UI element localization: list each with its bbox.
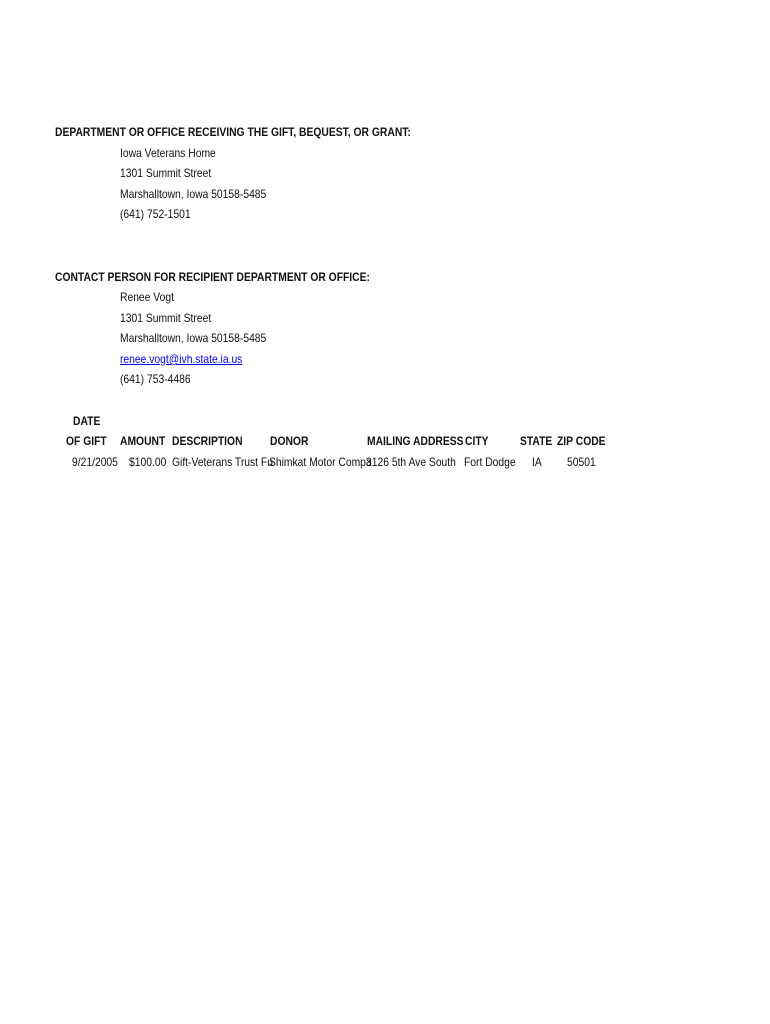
cell-donor: Shimkat Motor Compa bbox=[269, 455, 372, 469]
header-state: STATE bbox=[520, 434, 553, 448]
header-amount: AMOUNT bbox=[120, 434, 166, 448]
header-zip: ZIP CODE bbox=[557, 434, 606, 448]
header-date-line2: OF GIFT bbox=[66, 434, 107, 448]
cell-mailing-address: 3126 5th Ave South bbox=[366, 455, 456, 469]
contact-email-wrap bbox=[120, 352, 242, 366]
header-donor: DONOR bbox=[270, 434, 309, 448]
cell-description: Gift-Veterans Trust Fu bbox=[172, 455, 273, 469]
contact-street: 1301 Summit Street bbox=[120, 311, 212, 325]
header-date-line1: DATE bbox=[73, 414, 101, 428]
header-description: DESCRIPTION bbox=[172, 434, 243, 448]
contact-city-line: Marshalltown, Iowa 50158-5485 bbox=[120, 331, 267, 345]
department-line: 1301 Summit Street bbox=[120, 166, 212, 180]
contact-email-link[interactable]: renee.vogt@ivh.state.ia.us bbox=[120, 352, 243, 366]
cell-city: Fort Dodge bbox=[464, 455, 516, 469]
cell-date: 9/21/2005 bbox=[72, 455, 118, 469]
cell-state: IA bbox=[532, 455, 542, 469]
contact-heading: CONTACT PERSON FOR RECIPIENT DEPARTMENT OR OFFICE: bbox=[55, 270, 370, 284]
contact-phone: (641) 753-4486 bbox=[120, 372, 191, 386]
department-heading: DEPARTMENT OR OFFICE RECEIVING THE GIFT, BEQUEST, OR GRANT: bbox=[55, 125, 411, 139]
contact-name: Renee Vogt bbox=[120, 290, 174, 304]
department-line: Iowa Veterans Home bbox=[120, 146, 216, 160]
department-line: Marshalltown, Iowa 50158-5485 bbox=[120, 187, 267, 201]
header-mailing-address: MAILING ADDRESS bbox=[367, 434, 464, 448]
cell-zip: 50501 bbox=[567, 455, 596, 469]
header-city: CITY bbox=[465, 434, 489, 448]
cell-amount: $100.00 bbox=[129, 455, 167, 469]
department-line: (641) 752-1501 bbox=[120, 207, 191, 221]
